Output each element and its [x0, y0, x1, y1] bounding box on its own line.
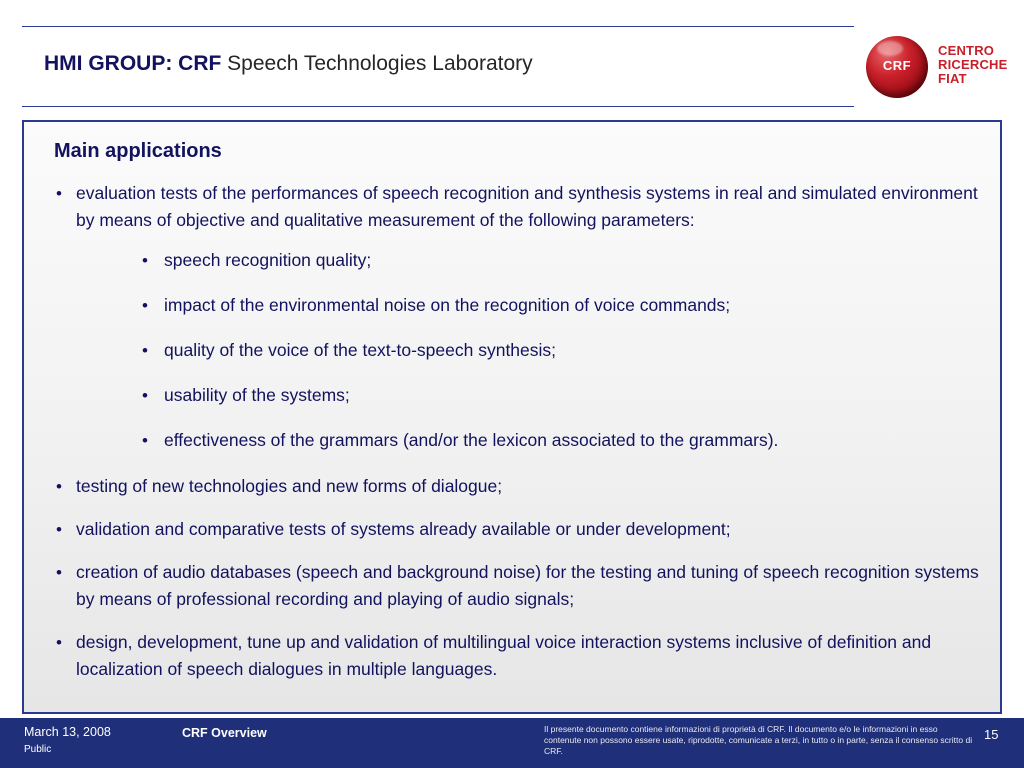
content-panel	[22, 120, 1002, 714]
list-item: • quality of the voice of the text-to-speech synthesis;	[140, 338, 990, 363]
header-top-divider	[22, 26, 854, 27]
slide-footer	[0, 718, 1024, 768]
page-title-regular: Speech Technologies Laboratory	[221, 52, 533, 75]
crf-sphere-label: CRF	[882, 58, 912, 73]
list-item: • creation of audio databases (speech and background noise) for the testing and tuning of speech recognition systems by means of professional recording and playing of audio signals;	[52, 559, 990, 613]
header-bottom-divider	[22, 106, 854, 107]
footer-date: March 13, 2008	[24, 725, 111, 739]
list-item: • usability of the systems;	[140, 383, 990, 408]
list-item: • speech recognition quality;	[140, 248, 990, 273]
crf-sphere-icon	[866, 36, 928, 98]
list-item: • impact of the environmental noise on the recognition of voice commands;	[140, 293, 990, 318]
footer-page-number: 15	[984, 727, 999, 742]
list-item: • effectiveness of the grammars (and/or the lexicon associated to the grammars).	[140, 428, 990, 453]
page-title	[44, 52, 533, 76]
sphere-highlight	[877, 41, 903, 56]
crf-logo-text	[938, 44, 1008, 86]
list-item: • testing of new technologies and new forms of dialogue;	[52, 473, 990, 500]
list-item: • validation and comparative tests of systems already available or under development;	[52, 516, 990, 543]
crf-logo-line1: CENTRO	[938, 43, 995, 58]
page-title-bold: HMI GROUP: CRF	[44, 52, 222, 75]
section-heading: Main applications	[54, 140, 222, 162]
bullet-list	[52, 180, 990, 699]
crf-logo-line3: FIAT	[938, 71, 967, 86]
sub-bullet-list	[52, 248, 990, 453]
crf-logo	[866, 36, 1011, 98]
list-item: • evaluation tests of the performances of speech recognition and synthesis systems in real and simulated environment by means of objective and qualitative measurement of the following parameters:	[52, 180, 990, 234]
footer-classification: Public	[24, 744, 52, 755]
footer-legal-notice: Il presente documento contiene informazioni di proprietà di CRF. Il documento e/o le informazioni in esso contenute non possono essere usate, riprodotte, comunicate a terzi, in tutto o in parte, senza il consenso scritto di CRF.	[544, 724, 973, 756]
list-item: • design, development, tune up and validation of multilingual voice interaction systems inclusive of definition and localization of speech dialogues in multiple languages.	[52, 629, 990, 683]
crf-logo-line2: RICERCHE	[938, 57, 1008, 72]
footer-document-title: CRF Overview	[182, 726, 267, 740]
